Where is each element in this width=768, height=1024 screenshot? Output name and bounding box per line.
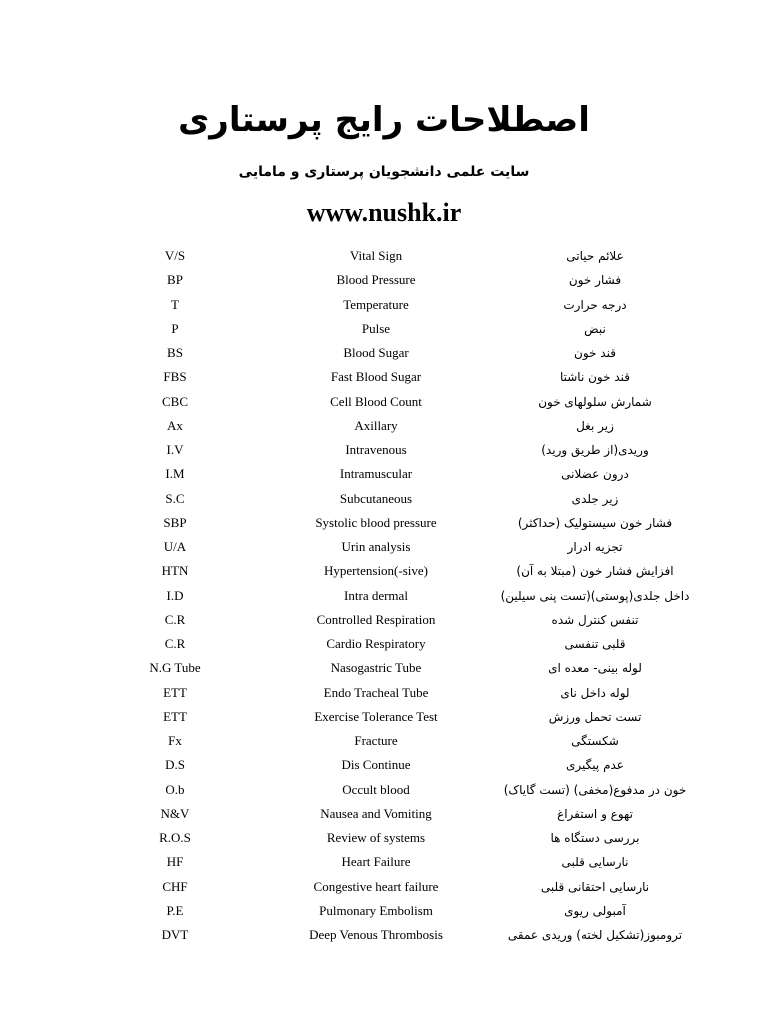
persian-term-cell: لوله داخل نای <box>560 685 630 700</box>
table-row <box>0 244 768 268</box>
english-term-cell: Nasogastric Tube <box>330 660 422 676</box>
english-term-cell: Vital Sign <box>349 248 403 263</box>
persian-term-cell: درجه حرارت <box>563 297 627 312</box>
english-term-cell: Axillary <box>354 417 398 433</box>
persian-term-cell: فشار خون <box>568 273 622 288</box>
english-term-cell: Review of systems <box>326 830 426 845</box>
persian-term-cell: نبض <box>584 321 606 336</box>
table-row <box>0 681 768 705</box>
table-row <box>0 341 768 365</box>
abbreviation-cell: DVT <box>161 927 189 942</box>
abbreviation-cell: CBC <box>161 393 188 409</box>
abbreviation-cell: FBS <box>163 369 187 385</box>
persian-term-cell: خون در مدفوع(مخفی) (تست گایاک) <box>503 782 687 797</box>
table-row <box>0 875 768 899</box>
english-term-cell: Intra dermal <box>344 587 408 603</box>
english-term-cell: Cardio Respiratory <box>326 636 426 651</box>
table-row <box>0 923 768 947</box>
persian-term-cell: آمبولی ریوی <box>564 903 626 918</box>
website-url: www.nushk.ir <box>306 198 462 227</box>
abbreviation-cell: BP <box>167 272 183 288</box>
abbreviation-cell: CHF <box>162 878 188 894</box>
table-row <box>0 802 768 826</box>
english-term-cell: Subcutaneous <box>339 490 413 506</box>
table-row <box>0 438 768 462</box>
persian-term-cell: قند خون ناشتا <box>559 370 631 385</box>
table-row <box>0 632 768 656</box>
table-row <box>0 656 768 680</box>
abbreviation-cell: V/S <box>164 248 186 263</box>
english-term-cell: Dis Continue <box>341 757 411 773</box>
table-row <box>0 293 768 317</box>
abbreviation-cell: I.V <box>166 442 184 457</box>
abbreviation-cell: HTN <box>161 563 189 579</box>
persian-term-cell: تهوع و استفراغ <box>557 806 633 821</box>
persian-term-cell: شمارش سلولهای خون <box>538 394 652 409</box>
english-term-cell: Occult blood <box>342 781 410 797</box>
persian-term-cell: فشار خون سیستولیک (حداکثر) <box>517 515 673 530</box>
persian-term-cell: قند خون <box>574 346 616 360</box>
abbreviation-cell: P <box>171 320 179 336</box>
table-row <box>0 390 768 414</box>
persian-term-cell: وریدی(از طریق ورید) <box>541 443 649 457</box>
english-term-cell: Temperature <box>343 296 409 312</box>
persian-term-cell: زیر جلدی <box>571 491 619 506</box>
english-term-cell: Urin analysis <box>341 539 411 554</box>
persian-term-cell: افزایش فشار خون (مبتلا به آن) <box>516 564 674 579</box>
page-title: اصطلاحات رایج پرستاری <box>178 100 590 140</box>
english-term-cell: Exercise Tolerance Test <box>314 708 438 724</box>
table-row <box>0 462 768 486</box>
table-row <box>0 729 768 753</box>
table-row <box>0 317 768 341</box>
table-row <box>0 826 768 850</box>
english-term-cell: Fast Blood Sugar <box>330 369 422 385</box>
abbreviation-cell: C.R <box>164 611 186 627</box>
abbreviation-cell: N.G Tube <box>149 660 201 676</box>
persian-term-cell: لوله بینی- معده ای <box>548 661 642 676</box>
table-row <box>0 850 768 874</box>
persian-term-cell: درون عضلانی <box>561 467 629 482</box>
english-term-cell: Intravenous <box>345 442 407 457</box>
table-row <box>0 535 768 559</box>
persian-term-cell: علائم حیاتی <box>566 249 624 263</box>
english-term-cell: Congestive heart failure <box>313 878 439 894</box>
abbreviation-cell: BS <box>167 345 183 360</box>
persian-term-cell: تست تحمل ورزش <box>548 709 642 724</box>
persian-term-cell: نارسایی قلبی <box>561 855 629 870</box>
abbreviation-cell: P.E <box>166 902 184 918</box>
table-row <box>0 559 768 583</box>
abbreviation-cell: D.S <box>165 757 185 773</box>
table-row <box>0 899 768 923</box>
english-term-cell: Heart Failure <box>341 854 411 870</box>
abbreviation-cell: U/A <box>163 539 187 554</box>
table-row <box>0 584 768 608</box>
english-term-cell: Fracture <box>354 733 398 748</box>
table-row <box>0 365 768 389</box>
abbreviation-cell: O.b <box>165 781 185 797</box>
english-term-cell: Endo Tracheal Tube <box>323 684 429 700</box>
table-row <box>0 608 768 632</box>
table-row <box>0 778 768 802</box>
page-subtitle: سایت علمی دانشجویان پرستاری و مامایی <box>238 164 530 180</box>
english-term-cell: Cell Blood Count <box>330 393 422 409</box>
persian-term-cell: شکستگی <box>571 734 619 748</box>
persian-term-cell: عدم پیگیری <box>566 758 624 773</box>
persian-term-cell: نارسایی احتقانی قلبی <box>540 879 650 894</box>
english-term-cell: Pulmonary Embolism <box>319 902 433 918</box>
table-row <box>0 705 768 729</box>
abbreviation-cell: SBP <box>163 514 187 530</box>
abbreviation-cell: I.M <box>165 466 185 482</box>
persian-term-cell: بررسی دستگاه ها <box>550 831 640 845</box>
english-term-cell: Deep Venous Thrombosis <box>309 927 443 942</box>
abbreviation-cell: S.C <box>165 490 185 506</box>
english-term-cell: Intramuscular <box>339 466 413 482</box>
abbreviation-cell: T <box>171 296 179 312</box>
abbreviation-cell: ETT <box>163 684 187 700</box>
english-term-cell: Blood Pressure <box>336 272 416 288</box>
persian-term-cell: زیر بغل <box>576 418 614 433</box>
abbreviation-cell: I.D <box>166 587 184 603</box>
terms-table <box>0 244 768 947</box>
table-row <box>0 268 768 292</box>
english-term-cell: Pulse <box>361 320 391 336</box>
persian-term-cell: تجزیه ادرار <box>567 540 623 554</box>
persian-term-cell: قلبی تنفسی <box>564 637 626 651</box>
abbreviation-cell: C.R <box>164 636 186 651</box>
abbreviation-cell: R.O.S <box>159 830 191 845</box>
persian-term-cell: داخل جلدی(پوستی)(تست پنی سیلین) <box>500 588 690 603</box>
abbreviation-cell: ETT <box>163 708 187 724</box>
english-term-cell: Systolic blood pressure <box>315 514 437 530</box>
english-term-cell: Blood Sugar <box>343 345 409 360</box>
table-row <box>0 414 768 438</box>
table-row <box>0 753 768 777</box>
table-row <box>0 487 768 511</box>
abbreviation-cell: Ax <box>167 417 183 433</box>
abbreviation-cell: N&V <box>160 805 190 821</box>
english-term-cell: Controlled Respiration <box>316 611 436 627</box>
english-term-cell: Nausea and Vomiting <box>320 805 432 821</box>
table-row <box>0 511 768 535</box>
persian-term-cell: ترومبوز(تشکیل لخته) وریدی عمقی <box>507 928 683 942</box>
abbreviation-cell: Fx <box>168 733 182 748</box>
abbreviation-cell: HF <box>166 854 184 870</box>
english-term-cell: Hypertension(-sive) <box>324 563 428 579</box>
persian-term-cell: تنفس کنترل شده <box>551 612 639 627</box>
